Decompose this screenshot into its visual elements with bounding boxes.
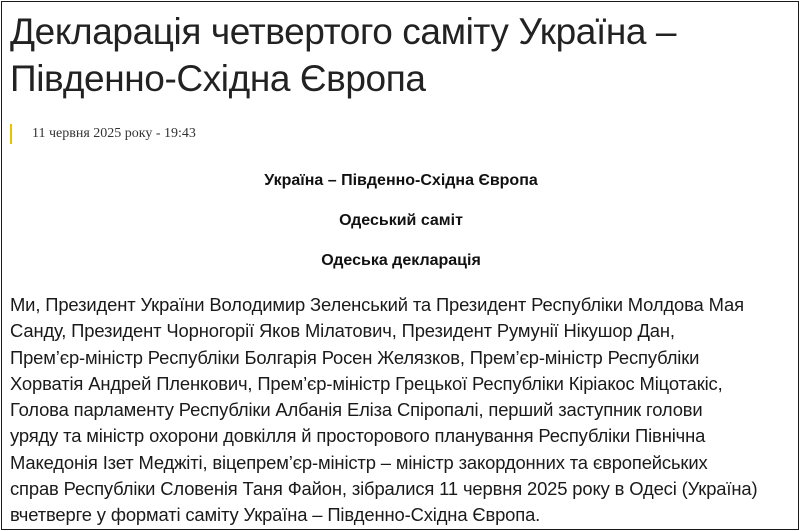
subheading-odesa-summit: Одеський саміт <box>339 212 463 229</box>
publish-date: 11 червня 2025 року - 19:43 <box>32 126 196 141</box>
paragraph-line: Македонія Ізет Меджіті, віцепрем’єр-міністр – міністр закордонних та європейських <box>10 451 708 473</box>
paragraph-line: Ми, Президент України Володимир Зеленський та Президент Республіки Молдова Мая <box>10 294 744 315</box>
paragraph-line: уряду та міністр охорони довкілля й просторового планування Республіки Північна <box>10 425 706 447</box>
paragraph-line: вчетверге у форматі саміту Україна – Південно-Східна Європа. <box>10 504 541 526</box>
paragraph-line: Прем’єр-міністр Республіки Болгарія Росен Желязков, Прем’єр-міністр Республіки <box>10 346 700 368</box>
subheading-odesa-declaration: Одеська декларація <box>321 252 481 269</box>
paragraph-line: Голова парламенту Республіки Албанія Еліза Спіропалі, перший заступник голови <box>10 399 703 421</box>
article-title: Декларація четвертого саміту Україна – Південно-Східна Європа <box>10 11 677 99</box>
paragraph-line: Хорватія Андрей Пленкович, Прем’єр-міністр Грецької Республіки Кіріакос Міцотакіс, <box>10 372 723 394</box>
paragraph-line: справ Республіки Словенія Таня Файон, зібралися 11 червня 2025 року в Одесі (Україна) <box>10 478 758 500</box>
article-page <box>1 1 799 530</box>
paragraph-line: Санду, Президент Чорногорії Яков Мілатович, Президент Румунії Нікушор Дан, <box>10 320 675 342</box>
date-accent-bar <box>10 124 12 144</box>
declaration-paragraph <box>10 292 799 529</box>
subheading-summit-format: Україна – Південно-Східна Європа <box>264 172 538 189</box>
article-meta <box>10 123 196 145</box>
